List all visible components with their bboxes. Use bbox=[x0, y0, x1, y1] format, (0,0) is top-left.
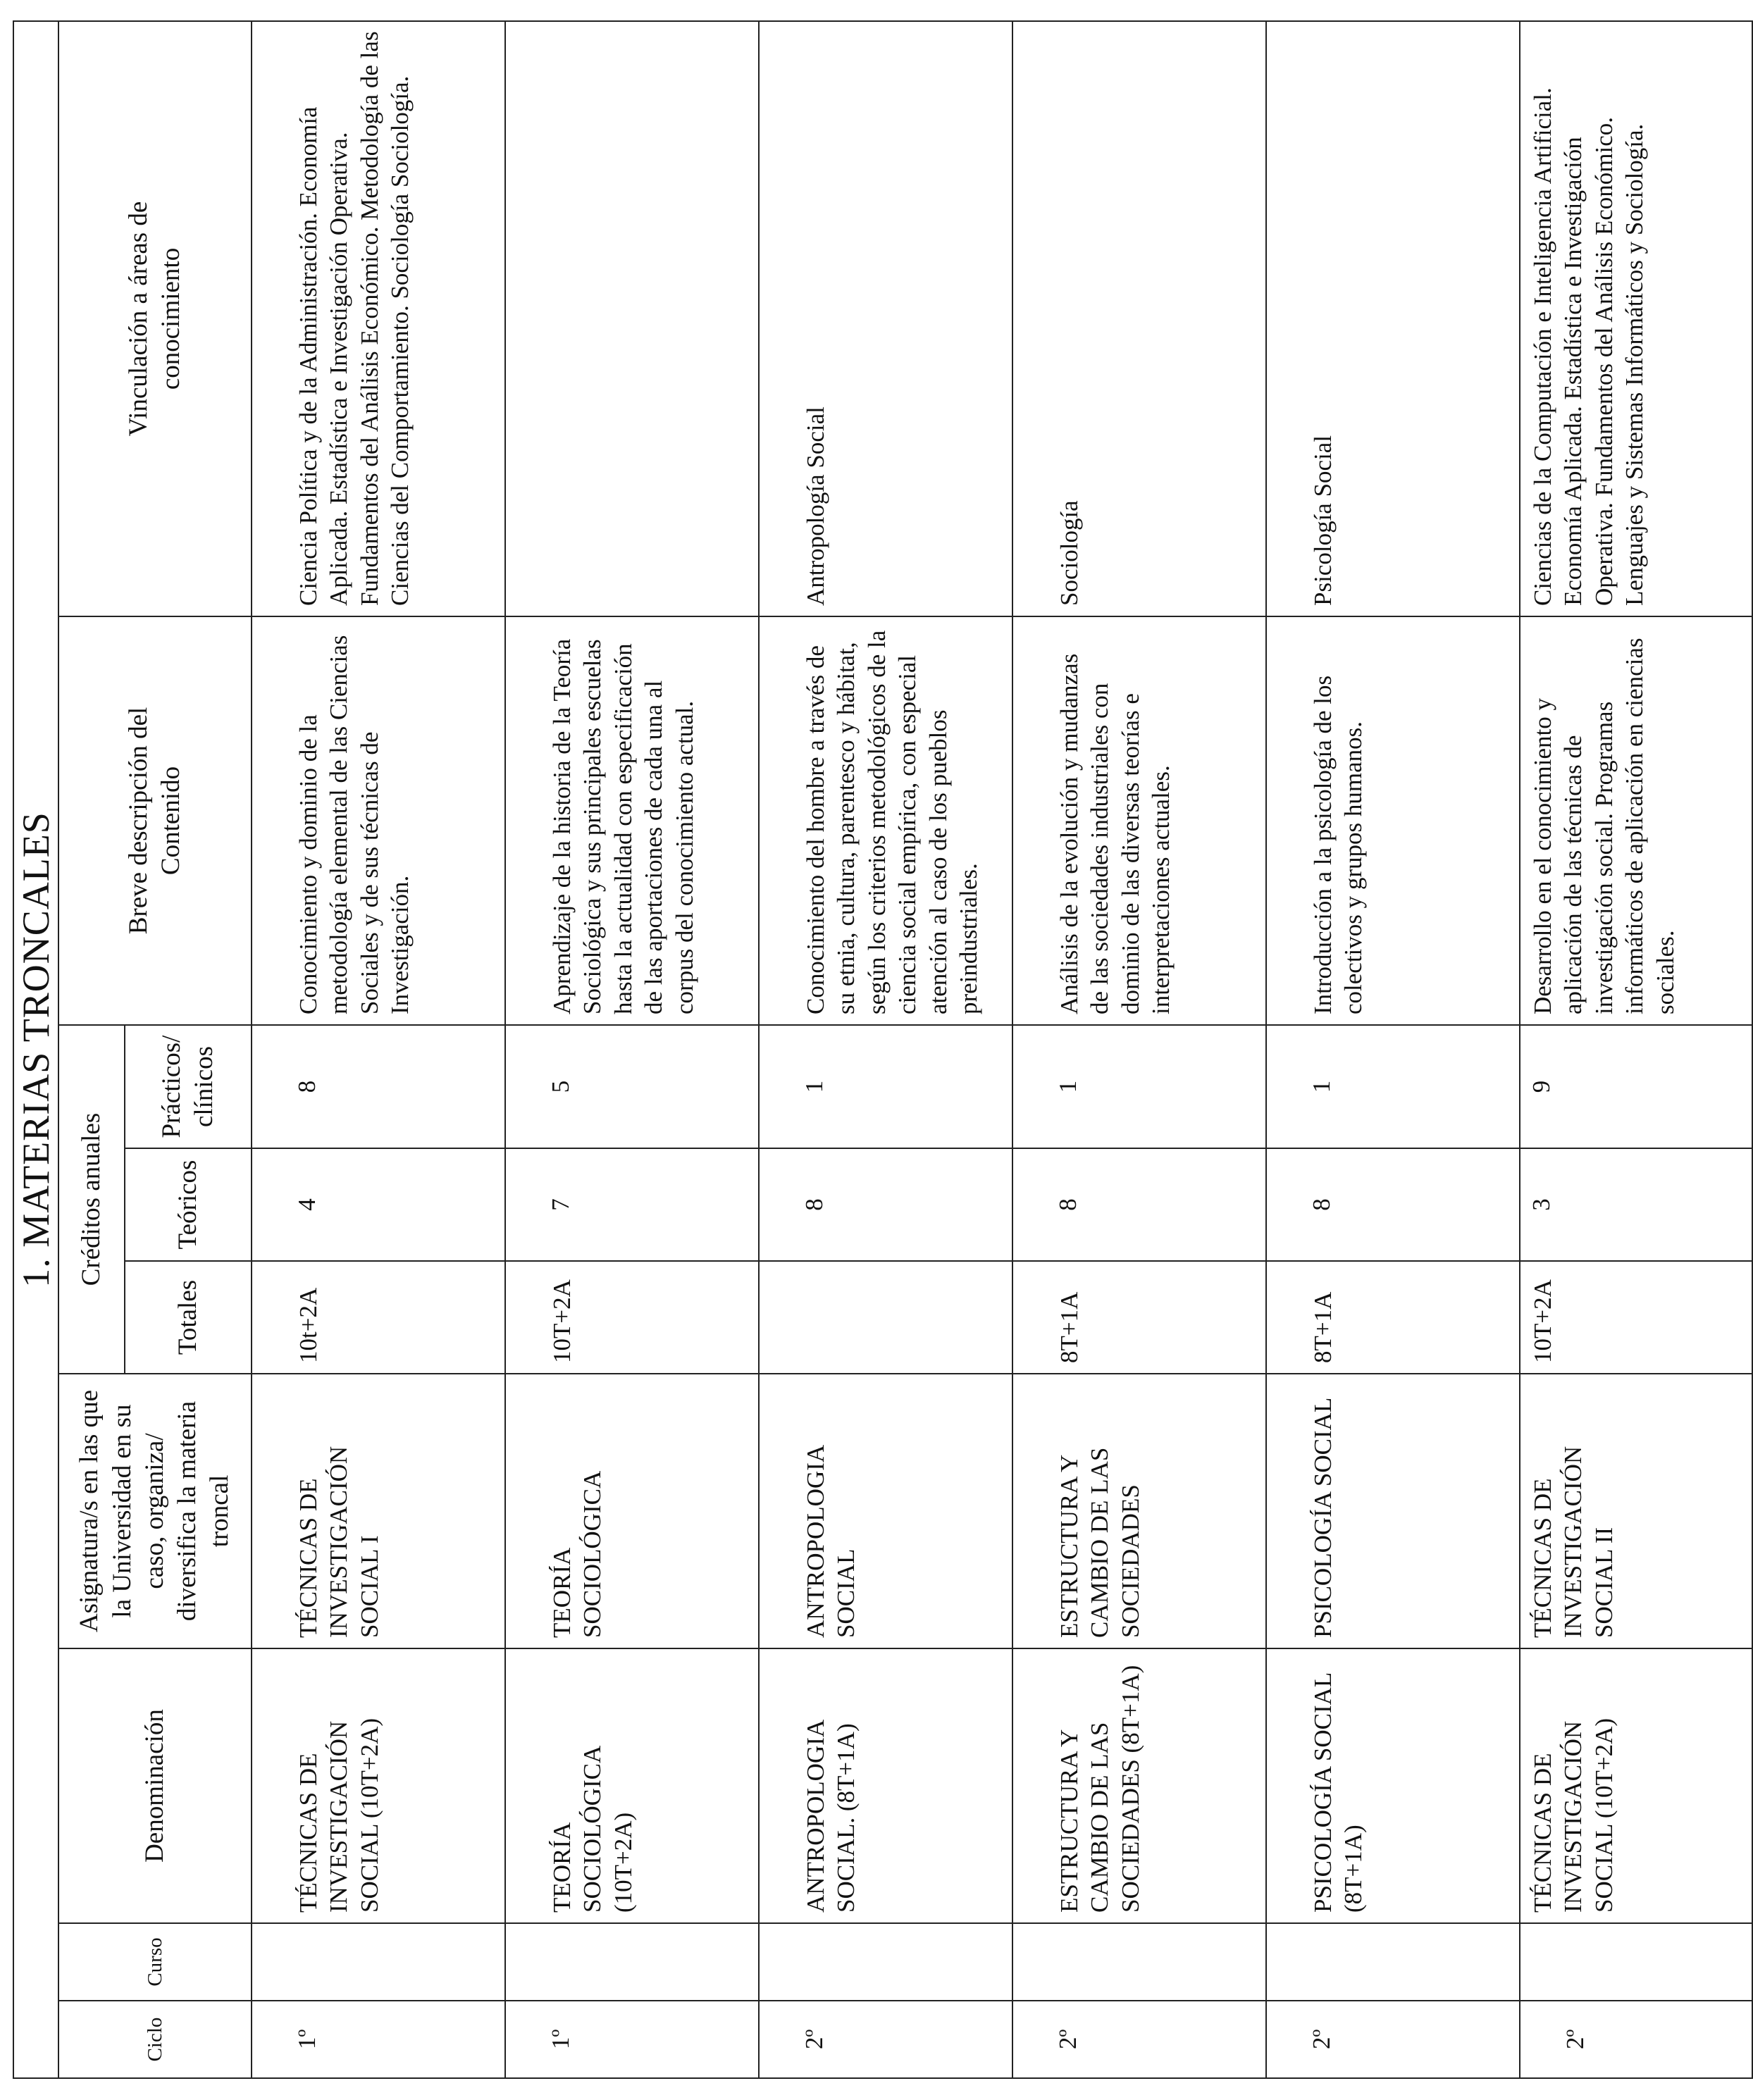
cell-descripcion: Conocimiento del hombre a través de su etnia, cultura, parentesco y hábitat, según los criterios metodológicos de la ciencia social empírica, con especial atención al caso de los pueblos preindustriales. bbox=[759, 616, 1012, 1025]
header-teoricos: Teóricos bbox=[125, 1148, 252, 1261]
cell-vinculacion: Sociología bbox=[1012, 21, 1266, 616]
materias-troncales-table bbox=[13, 20, 1753, 2079]
cell-curso bbox=[505, 1923, 759, 2001]
cell-practicos: 9 bbox=[1520, 1025, 1752, 1148]
cell-denominacion: PSICOLOGÍA SOCIAL (8T+1A) bbox=[1266, 1648, 1520, 1923]
cell-vinculacion: Ciencias de la Computación e Inteligencia Artificial. Economía Aplicada. Estadística e Investigación Operativa. Fundamentos del Análisis Económico. Lenguajes y Sistemas Informáticos y Sociología. bbox=[1520, 21, 1752, 616]
cell-totales: 8T+1A bbox=[1012, 1261, 1266, 1374]
cell-curso bbox=[1520, 1923, 1752, 2001]
cell-curso bbox=[759, 1923, 1012, 2001]
cell-vinculacion: Ciencia Política y de la Administración. Economía Aplicada. Estadística e Investigación Operativa. Fundamentos del Análisis Económico. Metodología de las Ciencias del Comportamiento. Sociología Sociología. bbox=[252, 21, 505, 616]
cell-denominacion: TÉCNICAS DE INVESTIGACIÓN SOCIAL (10T+2A) bbox=[252, 1648, 505, 1923]
header-denominacion: Denominación bbox=[58, 1648, 252, 1923]
table-row bbox=[1012, 21, 1266, 2078]
cell-teoricos: 3 bbox=[1520, 1148, 1752, 1261]
cell-denominacion: ANTROPOLOGIA SOCIAL. (8T+1A) bbox=[759, 1648, 1012, 1923]
cell-denominacion: ESTRUCTURA Y CAMBIO DE LAS SOCIEDADES (8T+1A) bbox=[1012, 1648, 1266, 1923]
table-row bbox=[252, 21, 505, 2078]
cell-practicos: 1 bbox=[1012, 1025, 1266, 1148]
cell-vinculacion: Antropología Social bbox=[759, 21, 1012, 616]
cell-practicos: 5 bbox=[505, 1025, 759, 1148]
cell-vinculacion: Psicología Social bbox=[1266, 21, 1520, 616]
cell-asignatura: TÉCNICAS DE INVESTIGACIÓN SOCIAL I bbox=[252, 1374, 505, 1648]
cell-teoricos: 8 bbox=[1012, 1148, 1266, 1261]
cell-ciclo: 2º bbox=[1266, 2001, 1520, 2078]
page-title: 1. MATERIAS TRONCALES bbox=[13, 21, 58, 2078]
header-vinculacion: Vinculación a áreas de conocimiento bbox=[58, 21, 252, 616]
cell-vinculacion bbox=[505, 21, 759, 616]
table-row bbox=[1520, 21, 1752, 2078]
cell-totales: 10T+2A bbox=[505, 1261, 759, 1374]
table-row bbox=[1266, 21, 1520, 2078]
cell-descripcion: Aprendizaje de la historia de la Teoría Sociológica y sus principales escuelas hasta la actualidad con especificación de las aportaciones de cada una al corpus del conocimiento actual. bbox=[505, 616, 759, 1025]
cell-asignatura: ANTROPOLOGIA SOCIAL bbox=[759, 1374, 1012, 1648]
cell-asignatura: ESTRUCTURA Y CAMBIO DE LAS SOCIEDADES bbox=[1012, 1374, 1266, 1648]
header-totales: Totales bbox=[125, 1261, 252, 1374]
cell-ciclo: 1º bbox=[252, 2001, 505, 2078]
cell-teoricos: 4 bbox=[252, 1148, 505, 1261]
cell-ciclo: 1º bbox=[505, 2001, 759, 2078]
cell-descripcion: Conocimiento y dominio de la metodología elemental de las Ciencias Sociales y de sus técnicas de Investigación. bbox=[252, 616, 505, 1025]
cell-totales: 8T+1A bbox=[1266, 1261, 1520, 1374]
cell-asignatura: PSICOLOGÍA SOCIAL bbox=[1266, 1374, 1520, 1648]
cell-totales: 10t+2A bbox=[252, 1261, 505, 1374]
cell-descripcion: Desarrollo en el conocimiento y aplicación de las técnicas de investigación social. Programas informáticos de aplicación en ciencias sociales. bbox=[1520, 616, 1752, 1025]
header-creditos: Créditos anuales bbox=[58, 1025, 125, 1374]
title-row bbox=[13, 21, 58, 2078]
cell-curso bbox=[1012, 1923, 1266, 2001]
cell-teoricos: 7 bbox=[505, 1148, 759, 1261]
cell-totales: 10T+2A bbox=[1520, 1261, 1752, 1374]
header-practicos: Prácticos/ clínicos bbox=[125, 1025, 252, 1148]
table-row bbox=[759, 21, 1012, 2078]
cell-ciclo: 2º bbox=[759, 2001, 1012, 2078]
header-ciclo: Ciclo bbox=[58, 2001, 252, 2078]
header-asignaturas: Asignatura/s en las que la Universidad en su caso, organiza/ diversifica la materia troncal bbox=[58, 1374, 252, 1648]
cell-asignatura: TEORÍA SOCIOLÓGICA bbox=[505, 1374, 759, 1648]
header-row-1 bbox=[58, 21, 125, 2078]
cell-practicos: 1 bbox=[1266, 1025, 1520, 1148]
cell-denominacion: TEORÍA SOCIOLÓGICA (10T+2A) bbox=[505, 1648, 759, 1923]
table-row bbox=[505, 21, 759, 2078]
cell-asignatura: TÉCNICAS DE INVESTIGACIÓN SOCIAL II bbox=[1520, 1374, 1752, 1648]
cell-descripcion: Análisis de la evolución y mudanzas de las sociedades industriales con dominio de las diversas teorías e interpretaciones actuales. bbox=[1012, 616, 1266, 1025]
cell-ciclo: 2º bbox=[1012, 2001, 1266, 2078]
header-descripcion: Breve descripción del Contenido bbox=[58, 616, 252, 1025]
cell-denominacion: TÉCNICAS DE INVESTIGACIÓN SOCIAL (10T+2A) bbox=[1520, 1648, 1752, 1923]
cell-descripcion: Introducción a la psicología de los colectivos y grupos humanos. bbox=[1266, 616, 1520, 1025]
cell-curso bbox=[252, 1923, 505, 2001]
cell-teoricos: 8 bbox=[1266, 1148, 1520, 1261]
header-curso: Curso bbox=[58, 1923, 252, 2001]
cell-teoricos: 8 bbox=[759, 1148, 1012, 1261]
cell-totales bbox=[759, 1261, 1012, 1374]
cell-ciclo: 2º bbox=[1520, 2001, 1752, 2078]
cell-curso bbox=[1266, 1923, 1520, 2001]
cell-practicos: 8 bbox=[252, 1025, 505, 1148]
cell-practicos: 1 bbox=[759, 1025, 1012, 1148]
